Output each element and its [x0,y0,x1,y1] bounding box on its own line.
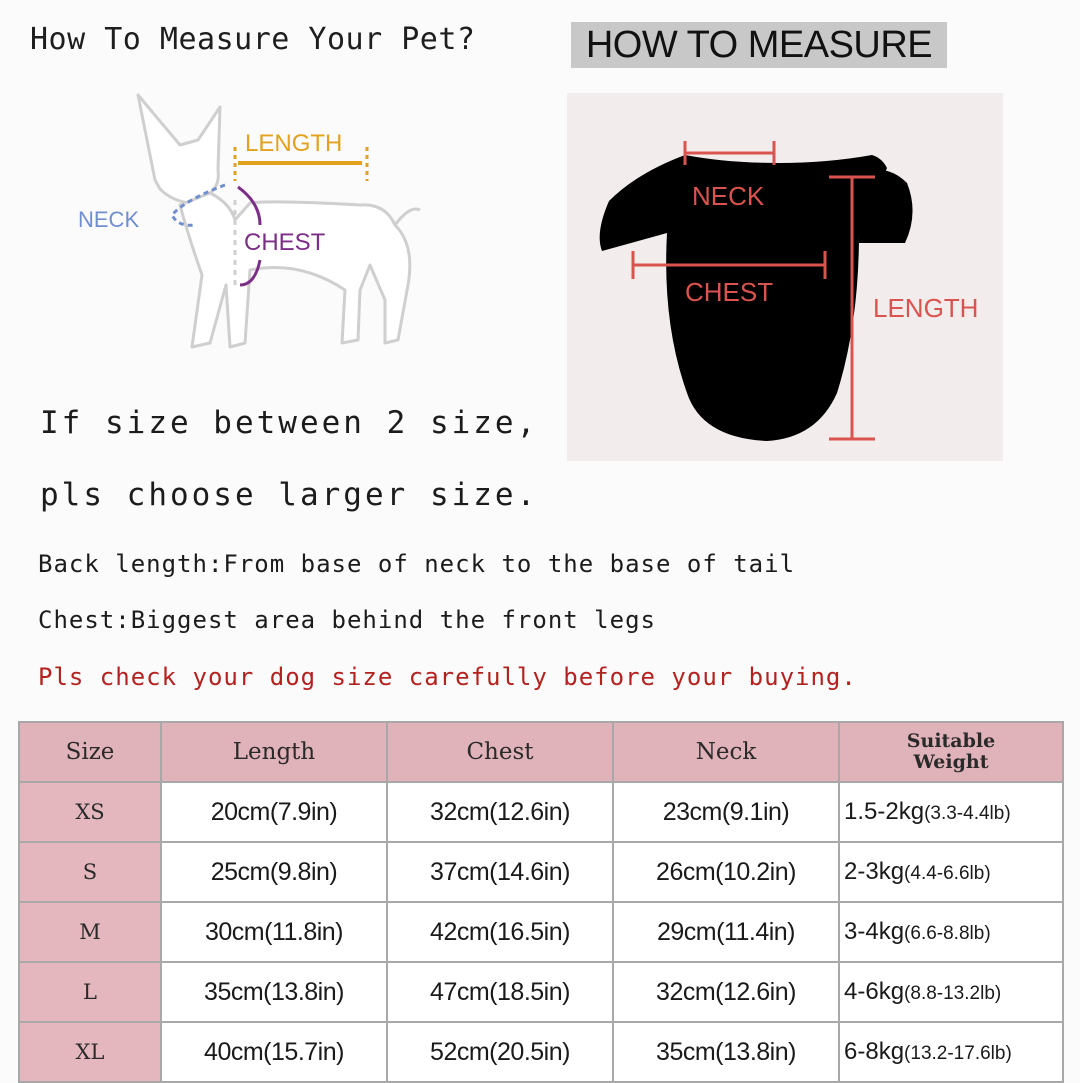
table-row [19,962,1063,1022]
dog-chest-label: CHEST [244,229,326,256]
column-header-weight [839,722,1063,782]
page-title: How To Measure Your Pet? [30,22,476,57]
dog-measurement-illustration [60,85,440,375]
dog-length-label: LENGTH [245,130,343,157]
how-to-measure-heading: HOW TO MEASURE [571,22,947,68]
weight-cell [839,962,1063,1022]
size-tip-line-1: If size between 2 size, [40,405,539,441]
chest-cell: 42cm(16.5in) [387,902,613,962]
weight-lb: (6.6-8.8lb) [904,923,991,944]
weight-header-text: Suitable Weight [906,730,996,773]
table-header-row [19,722,1063,782]
weight-lb: (3.3-4.4lb) [924,803,1011,824]
garment-length-label: LENGTH [873,293,979,323]
column-header-chest: Chest [387,722,613,782]
weight-lb: (13.2-17.6lb) [904,1043,1012,1064]
back-length-note: Back length:From base of neck to the base of tail [38,550,796,578]
table-row [19,1022,1063,1082]
neck-cell: 23cm(9.1in) [613,782,839,842]
size-cell: XS [19,782,161,842]
weight-kg: 4-6kg [844,978,905,1005]
dog-neck-label: NECK [78,207,140,232]
chest-cell: 47cm(18.5in) [387,962,613,1022]
neck-cell: 26cm(10.2in) [613,842,839,902]
length-cell: 20cm(7.9in) [161,782,387,842]
column-header-length: Length [161,722,387,782]
column-header-size: Size [19,722,161,782]
size-cell: L [19,962,161,1022]
length-cell: 30cm(11.8in) [161,902,387,962]
weight-kg: 3-4kg [844,918,905,945]
chest-cell: 32cm(12.6in) [387,782,613,842]
neck-cell: 32cm(12.6in) [613,962,839,1022]
chest-cell: 37cm(14.6in) [387,842,613,902]
size-chart-table [18,721,1064,1083]
garment-right-sleeve [859,170,913,243]
table-row [19,902,1063,962]
weight-cell [839,902,1063,962]
size-tip-line-2: pls choose larger size. [40,477,539,513]
length-cell: 40cm(15.7in) [161,1022,387,1082]
garment-neck-label: NECK [692,181,765,211]
garment-measurement-illustration [567,93,1003,461]
weight-lb: (8.8-13.2lb) [904,983,1002,1004]
table-row [19,842,1063,902]
length-cell: 25cm(9.8in) [161,842,387,902]
weight-cell [839,1022,1063,1082]
chest-note: Chest:Biggest area behind the front legs [38,606,656,634]
neck-cell: 29cm(11.4in) [613,902,839,962]
chest-cell: 52cm(20.5in) [387,1022,613,1082]
size-cell: XL [19,1022,161,1082]
weight-lb: (4.4-6.6lb) [904,863,991,884]
size-cell: M [19,902,161,962]
weight-kg: 2-3kg [844,858,905,885]
garment-chest-label: CHEST [685,277,774,307]
length-cell: 35cm(13.8in) [161,962,387,1022]
weight-cell [839,842,1063,902]
column-header-neck: Neck [613,722,839,782]
table-row [19,782,1063,842]
weight-cell [839,782,1063,842]
size-cell: S [19,842,161,902]
weight-kg: 6-8kg [844,1038,905,1065]
neck-cell: 35cm(13.8in) [613,1022,839,1082]
check-size-warning: Pls check your dog size carefully before your buying. [38,663,857,691]
weight-kg: 1.5-2kg [844,798,925,825]
